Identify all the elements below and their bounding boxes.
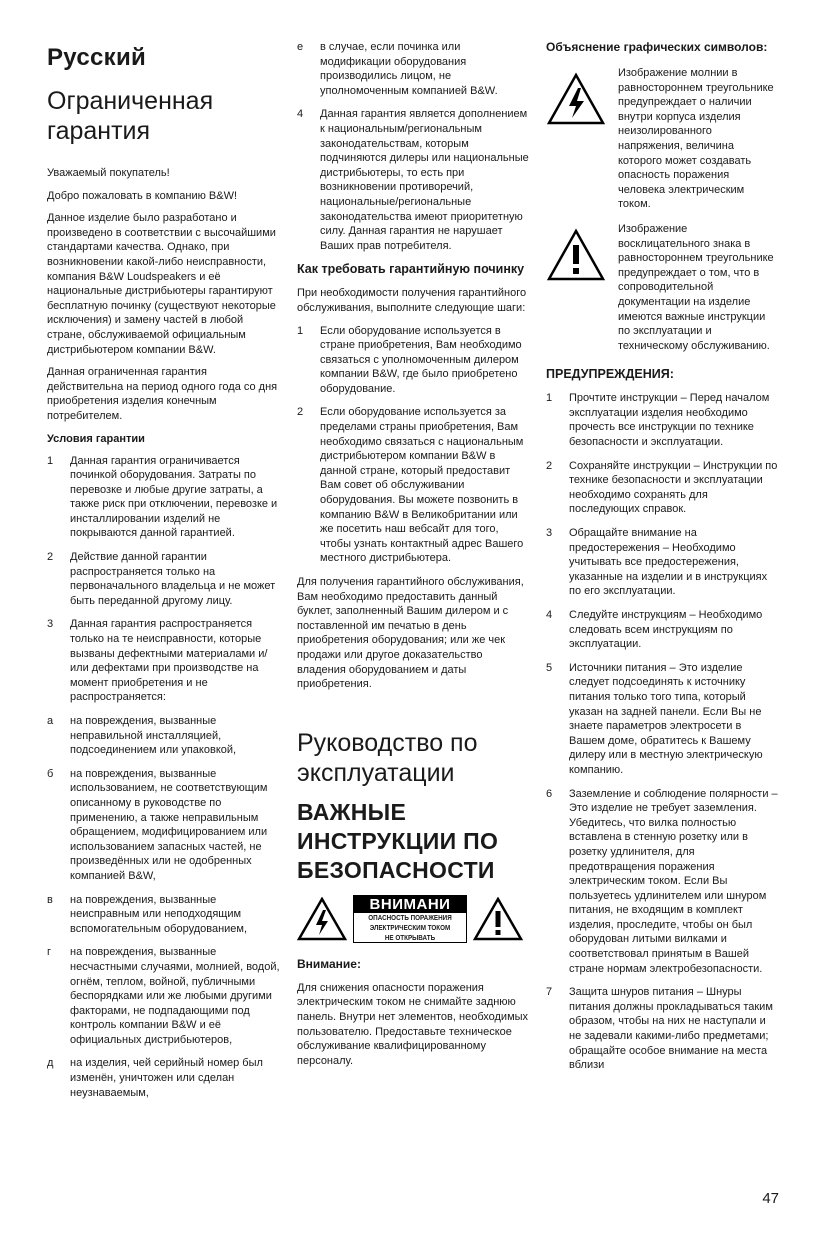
item-text: Данная гарантия является дополнением к национальным/региональным законодательствам, которым подчиняются дилеры или национальные дистрибьютеры, то есть при возникновении противоречий, национальные/региональные законодательства имеют приоритетную силу. Данная гарантия не нарушает Ваших прав потребителя. (320, 108, 529, 252)
list-item (297, 405, 531, 566)
column-3 (546, 40, 778, 1082)
list-item (47, 454, 281, 542)
claim-intro: При необходимости получения гарантийного обслуживания, выполните следующие шаги: (297, 287, 527, 314)
symbols-heading: Объяснение графических символов: (546, 40, 768, 54)
item-number: 3 (47, 618, 54, 631)
item-text: на изделия, чей серийный номер был изменён, уничтожен или сделан неузнаваемым, (70, 1057, 263, 1099)
list-item (546, 608, 778, 652)
list-item (546, 787, 778, 977)
item-text: Данная гарантия распространяется только на те неисправности, которые вызваны дефектными материалами и/или дефектами при производстве на момент приобретения и не распространяется: (70, 618, 268, 704)
list-item (47, 767, 281, 884)
list-item (47, 1056, 281, 1100)
conditions-heading: Условия гарантии (47, 432, 145, 445)
item-text: на повреждения, вызванные несчастными случаями, молнией, водой, огнём, теплом, войной, публичными беспорядками или же любыми другими факторами, не подпадающими под контроль компании B&W и её официальных дистрибьютеров, (70, 946, 280, 1046)
item-text: Сохраняйте инструкции – Инструкции по технике безопасности и эксплуатации необходимо сохранять для последующих справок. (569, 459, 778, 516)
list-item (546, 459, 778, 517)
period-paragraph: Данная ограниченная гарантия действительна на период одного года со дня приобретения изделия конечным потребителем. (47, 366, 278, 422)
item-number: в (47, 893, 53, 906)
list-item (47, 550, 281, 608)
list-item (297, 40, 531, 98)
list-item (297, 324, 531, 397)
item-number: 2 (297, 406, 304, 419)
list-item (546, 985, 778, 1073)
greeting: Уважаемый покупатель! (47, 167, 170, 179)
item-number: 4 (297, 108, 304, 121)
item-number: 1 (47, 454, 54, 467)
item-text: Следуйте инструкциям – Необходимо следовать всем инструкциям по эксплуатации. (569, 609, 763, 651)
warnings-heading: ПРЕДУПРЕЖДЕНИЯ: (546, 367, 674, 382)
list-item (297, 107, 531, 253)
intro-paragraph: Данное изделие было разработано и произведено в соответствии с высочайшими стандартами качества. Однако, при возникновении какой-либо неисправности, компания B&W Loudspeakers и её национальные дистрибьютеры гарантируют бесплатную починку (существуют некоторые исключения) и замену частей в любой стране, обслуживаемой официальным дистрибьютером компании B&W. (47, 212, 276, 356)
item-number: е (297, 41, 304, 53)
item-number: 1 (297, 324, 304, 337)
item-number: г (47, 946, 52, 959)
item-text: Если оборудование используется в стране приобретения, Вам необходимо связаться с уполномоченным дилером компании B&W, где было приобретено оборудование. (320, 324, 522, 395)
welcome-text: Добро пожаловать в компанию B&W! (47, 189, 238, 202)
column-2 (297, 40, 531, 1076)
lightning-warning-icon (297, 897, 347, 941)
caution-label (297, 895, 531, 943)
warranty-title: Ограниченная гарантия (47, 87, 214, 145)
symbol-explanation-lightning (546, 66, 778, 212)
item-number: а (47, 715, 54, 727)
language-title: Русский (47, 44, 147, 71)
item-text: Защита шнуров питания – Шнуры питания должны прокладываться таким образом, чтобы на них не наступали и не задевали какими-либо предметами; обращайте особое внимание на места вблизи (569, 986, 773, 1072)
item-text: на повреждения, вызванные использованием, не соответствующим описанному в руководстве по применению, а также неправильным обращением, модифицированием или использованием запасных частей, не произведённых или не одобренных компанией B&W, (70, 767, 268, 882)
caution-heading: Внимание: (297, 956, 361, 971)
item-number: 2 (546, 459, 553, 472)
item-number: 5 (546, 661, 553, 674)
list-item (546, 661, 778, 778)
list-item (47, 945, 281, 1047)
item-number: 2 (47, 551, 54, 564)
exclamation-symbol-text: Изображение восклицательного знака в равностороннем треугольнике предупреждает о том, что в сопроводительной документации на изделие имеются важные инструкции по эксплуатации и техническому обслуживанию. (618, 222, 774, 352)
item-number: 7 (546, 986, 553, 999)
item-text: на повреждения, вызванные неправильной инсталляцией, подсоединением или упаковкой, (70, 715, 237, 757)
item-number: 4 (546, 609, 553, 621)
list-item (546, 526, 778, 599)
list-item (546, 391, 778, 449)
item-text: Прочтите инструкции – Перед началом эксплуатации изделия необходимо прочесть все инструкции по технике безопасности и эксплуатации. (569, 392, 770, 449)
list-item (47, 893, 281, 937)
item-text: Заземление и соблюдение полярности – Это изделие не требует заземления. Убедитесь, что вилка полностью вставлена в стенную розетку или в розетку удлинителя, для предотвращения поражения электрическим током. Если Вы пользуетесь удлинителем или шнуром питания, не входящим в комплект изделия, проследите, чтобы он был оборудован литыми вилками и соответствовал принятым в Вашей стране нормам электробезопасности. (569, 787, 778, 975)
claim-heading: Как требовать гарантийную починку (297, 262, 525, 277)
manual-title: Руководство по эксплуатации (297, 728, 478, 787)
item-text: Источники питания – Это изделие следует подсоединять к источнику питания только того типа, который указан на задней панели. Если Вы не знаете параметров электросети в Вашем доме, обратитесь к Вашему дилеру или в местную электрическую компанию. (569, 661, 763, 776)
item-number: 6 (546, 787, 553, 800)
exclamation-triangle-icon (546, 228, 606, 282)
lightning-symbol-text: Изображение молнии в равностороннем треугольнике предупреждает о наличии внутри корпуса изделия неизолированного напряжения, величина которого может создавать опасность поражения человека электрическим током. (618, 67, 774, 211)
item-text: на повреждения, вызванные неисправным или неподходящим вспомогательным оборудованием, (70, 893, 248, 935)
list-item (47, 714, 281, 758)
plaque-heading: ВНИМАНИ (354, 896, 466, 913)
list-item (47, 617, 281, 705)
page-number: 47 (762, 1190, 779, 1207)
exclamation-warning-icon (473, 897, 523, 941)
lightning-triangle-icon (546, 72, 606, 126)
caution-text: Для снижения опасности поражения электрическим током не снимайте заднюю панель. Внутри нет элементов, необходимых пользователю. Предоставьте техническое обслуживание квалифицированному персоналу. (297, 981, 529, 1067)
item-text: Действие данной гарантии распространяется только на первоначального владельца и не может быть переданной другому лицу. (70, 551, 276, 607)
item-text: Если оборудование используется за пределами страны приобретения, Вам необходимо связаться с национальным дистрибьютером компании B&W в данной стране, который предоставит Вам совет об обслуживании оборудования. Вы можете позвонить в компанию B&W в Великобритании или же посетить наш вебсайт для того, чтобы узнать контактный адрес Вашего местного дистрибьютера. (320, 406, 524, 565)
item-text: Обращайте внимание на предостережения – Необходимо учитывать все предостережения, указанные на изделии и в инструкциях по его эксплуатации. (569, 527, 768, 598)
item-number: д (47, 1057, 54, 1070)
item-text: в случае, если починка или модификации оборудования производились лицом, не уполномоченным компанией B&W. (320, 41, 498, 97)
item-number: 3 (546, 527, 553, 540)
symbol-explanation-exclamation (546, 222, 778, 353)
claim-outro: Для получения гарантийного обслуживания, Вам необходимо предоставить данный буклет, заполненный Вашим дилером и с поставленной им печатью в день приобретения оборудования; или же чек продажи или другое доказательство владения оборудованием и даты приобретения. (297, 576, 524, 691)
item-text: Данная гарантия ограничивается починкой оборудования. Затраты по перевозке и любые другие затраты, а также риск при отключении, перевозке и инсталлировании изделий не покрываются данной гарантией. (70, 454, 278, 540)
plaque-line: НЕ ОТКРЫВАТЬ (384, 934, 436, 942)
plaque-line: ОПАСНОСТЬ ПОРАЖЕНИЯ (368, 914, 452, 922)
caution-plaque (353, 895, 467, 943)
safety-title: ВАЖНЫЕ ИНСТРУКЦИИ ПО БЕЗОПАСНОСТИ (297, 798, 499, 883)
item-number: б (47, 767, 54, 780)
column-1 (47, 40, 281, 1109)
plaque-line: ЭЛЕКТРИЧЕСКИМ ТОКОМ (369, 924, 451, 932)
item-number: 1 (546, 392, 553, 405)
